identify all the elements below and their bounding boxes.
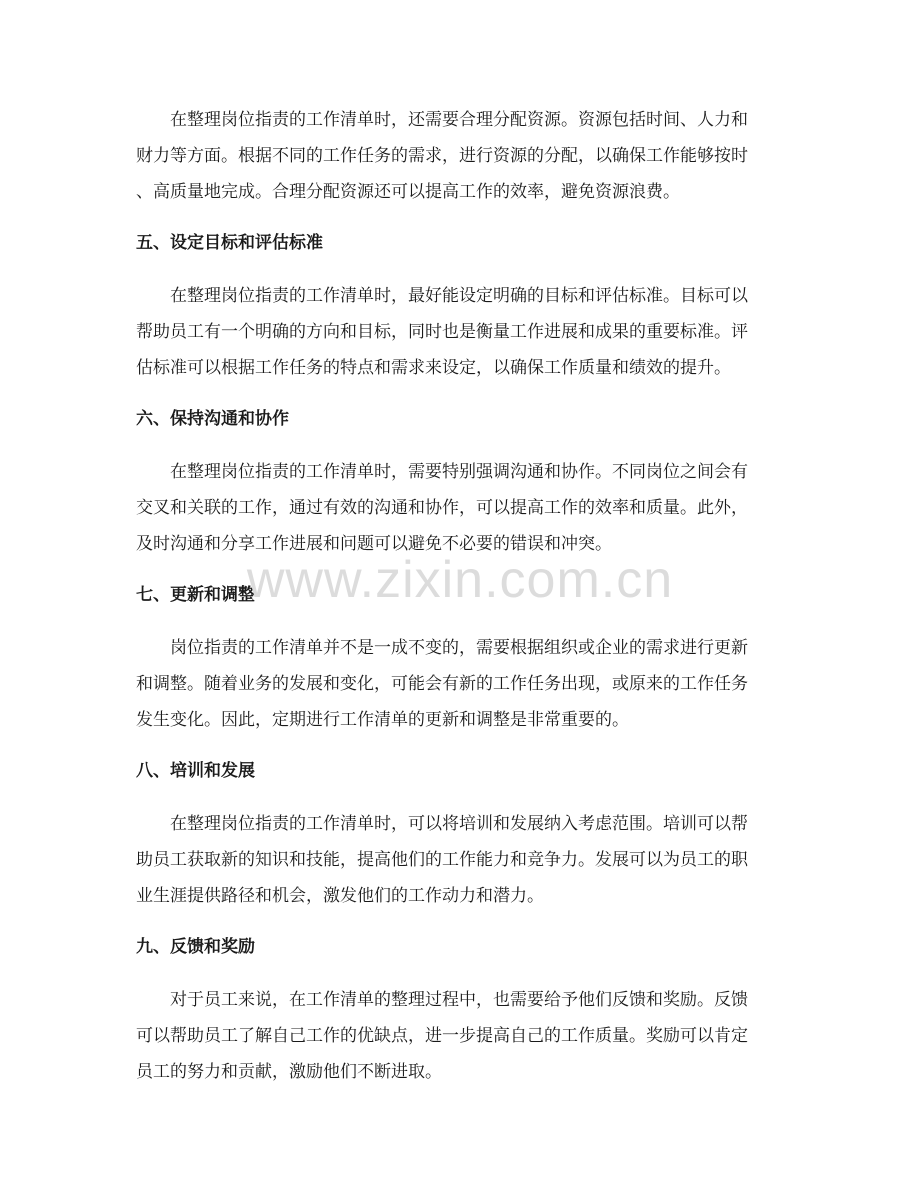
- paragraph-line: 员工的努力和贡献，激励他们不断进取。: [136, 1062, 442, 1082]
- section-heading: 六、保持沟通和协作: [136, 409, 289, 429]
- paragraph-line: 业生涯提供路径和机会，激发他们的工作动力和潜力。: [136, 886, 544, 906]
- watermark: www.zixin.com.cn: [246, 551, 674, 609]
- paragraph-line: 和调整。随着业务的发展和变化，可能会有新的工作任务出现，或原来的工作任务: [136, 674, 748, 694]
- paragraph-line: 、高质量地完成。合理分配资源还可以提高工作的效率，避免资源浪费。: [136, 182, 680, 202]
- paragraph-line: 财力等方面。根据不同的工作任务的需求，进行资源的分配，以确保工作能够按时: [136, 146, 748, 166]
- paragraph-line: 在整理岗位指责的工作清单时，可以将培训和发展纳入考虑范围。培训可以帮: [170, 814, 748, 834]
- section-heading: 五、设定目标和评估标准: [136, 233, 323, 253]
- paragraph-line: 在整理岗位指责的工作清单时，还需要合理分配资源。资源包括时间、人力和: [170, 110, 748, 130]
- paragraph-line: 岗位指责的工作清单并不是一成不变的，需要根据组织或企业的需求进行更新: [170, 638, 748, 658]
- paragraph-line: 在整理岗位指责的工作清单时，最好能设定明确的目标和评估标准。目标可以: [170, 286, 748, 306]
- paragraph-line: 估标准可以根据工作任务的特点和需求来设定，以确保工作质量和绩效的提升。: [136, 358, 731, 378]
- paragraph-line: 发生变化。因此，定期进行工作清单的更新和调整是非常重要的。: [136, 710, 629, 730]
- paragraph-line: 可以帮助员工了解自己工作的优缺点，进一步提高自己的工作质量。奖励可以肯定: [136, 1026, 748, 1046]
- paragraph-line: 在整理岗位指责的工作清单时，需要特别强调沟通和协作。不同岗位之间会有: [170, 462, 748, 482]
- section-heading: 八、培训和发展: [136, 761, 255, 781]
- section-heading: 七、更新和调整: [136, 585, 255, 605]
- paragraph-line: 及时沟通和分享工作进展和问题可以避免不必要的错误和冲突。: [136, 534, 612, 554]
- paragraph-line: 帮助员工有一个明确的方向和目标，同时也是衡量工作进展和成果的重要标准。评: [136, 322, 748, 342]
- paragraph-line: 助员工获取新的知识和技能，提高他们的工作能力和竞争力。发展可以为员工的职: [136, 850, 748, 870]
- paragraph-line: 交叉和关联的工作，通过有效的沟通和协作，可以提高工作的效率和质量。此外，: [136, 498, 748, 518]
- paragraph-line: 对于员工来说，在工作清单的整理过程中，也需要给予他们反馈和奖励。反馈: [170, 990, 748, 1010]
- section-heading: 九、反馈和奖励: [136, 937, 255, 957]
